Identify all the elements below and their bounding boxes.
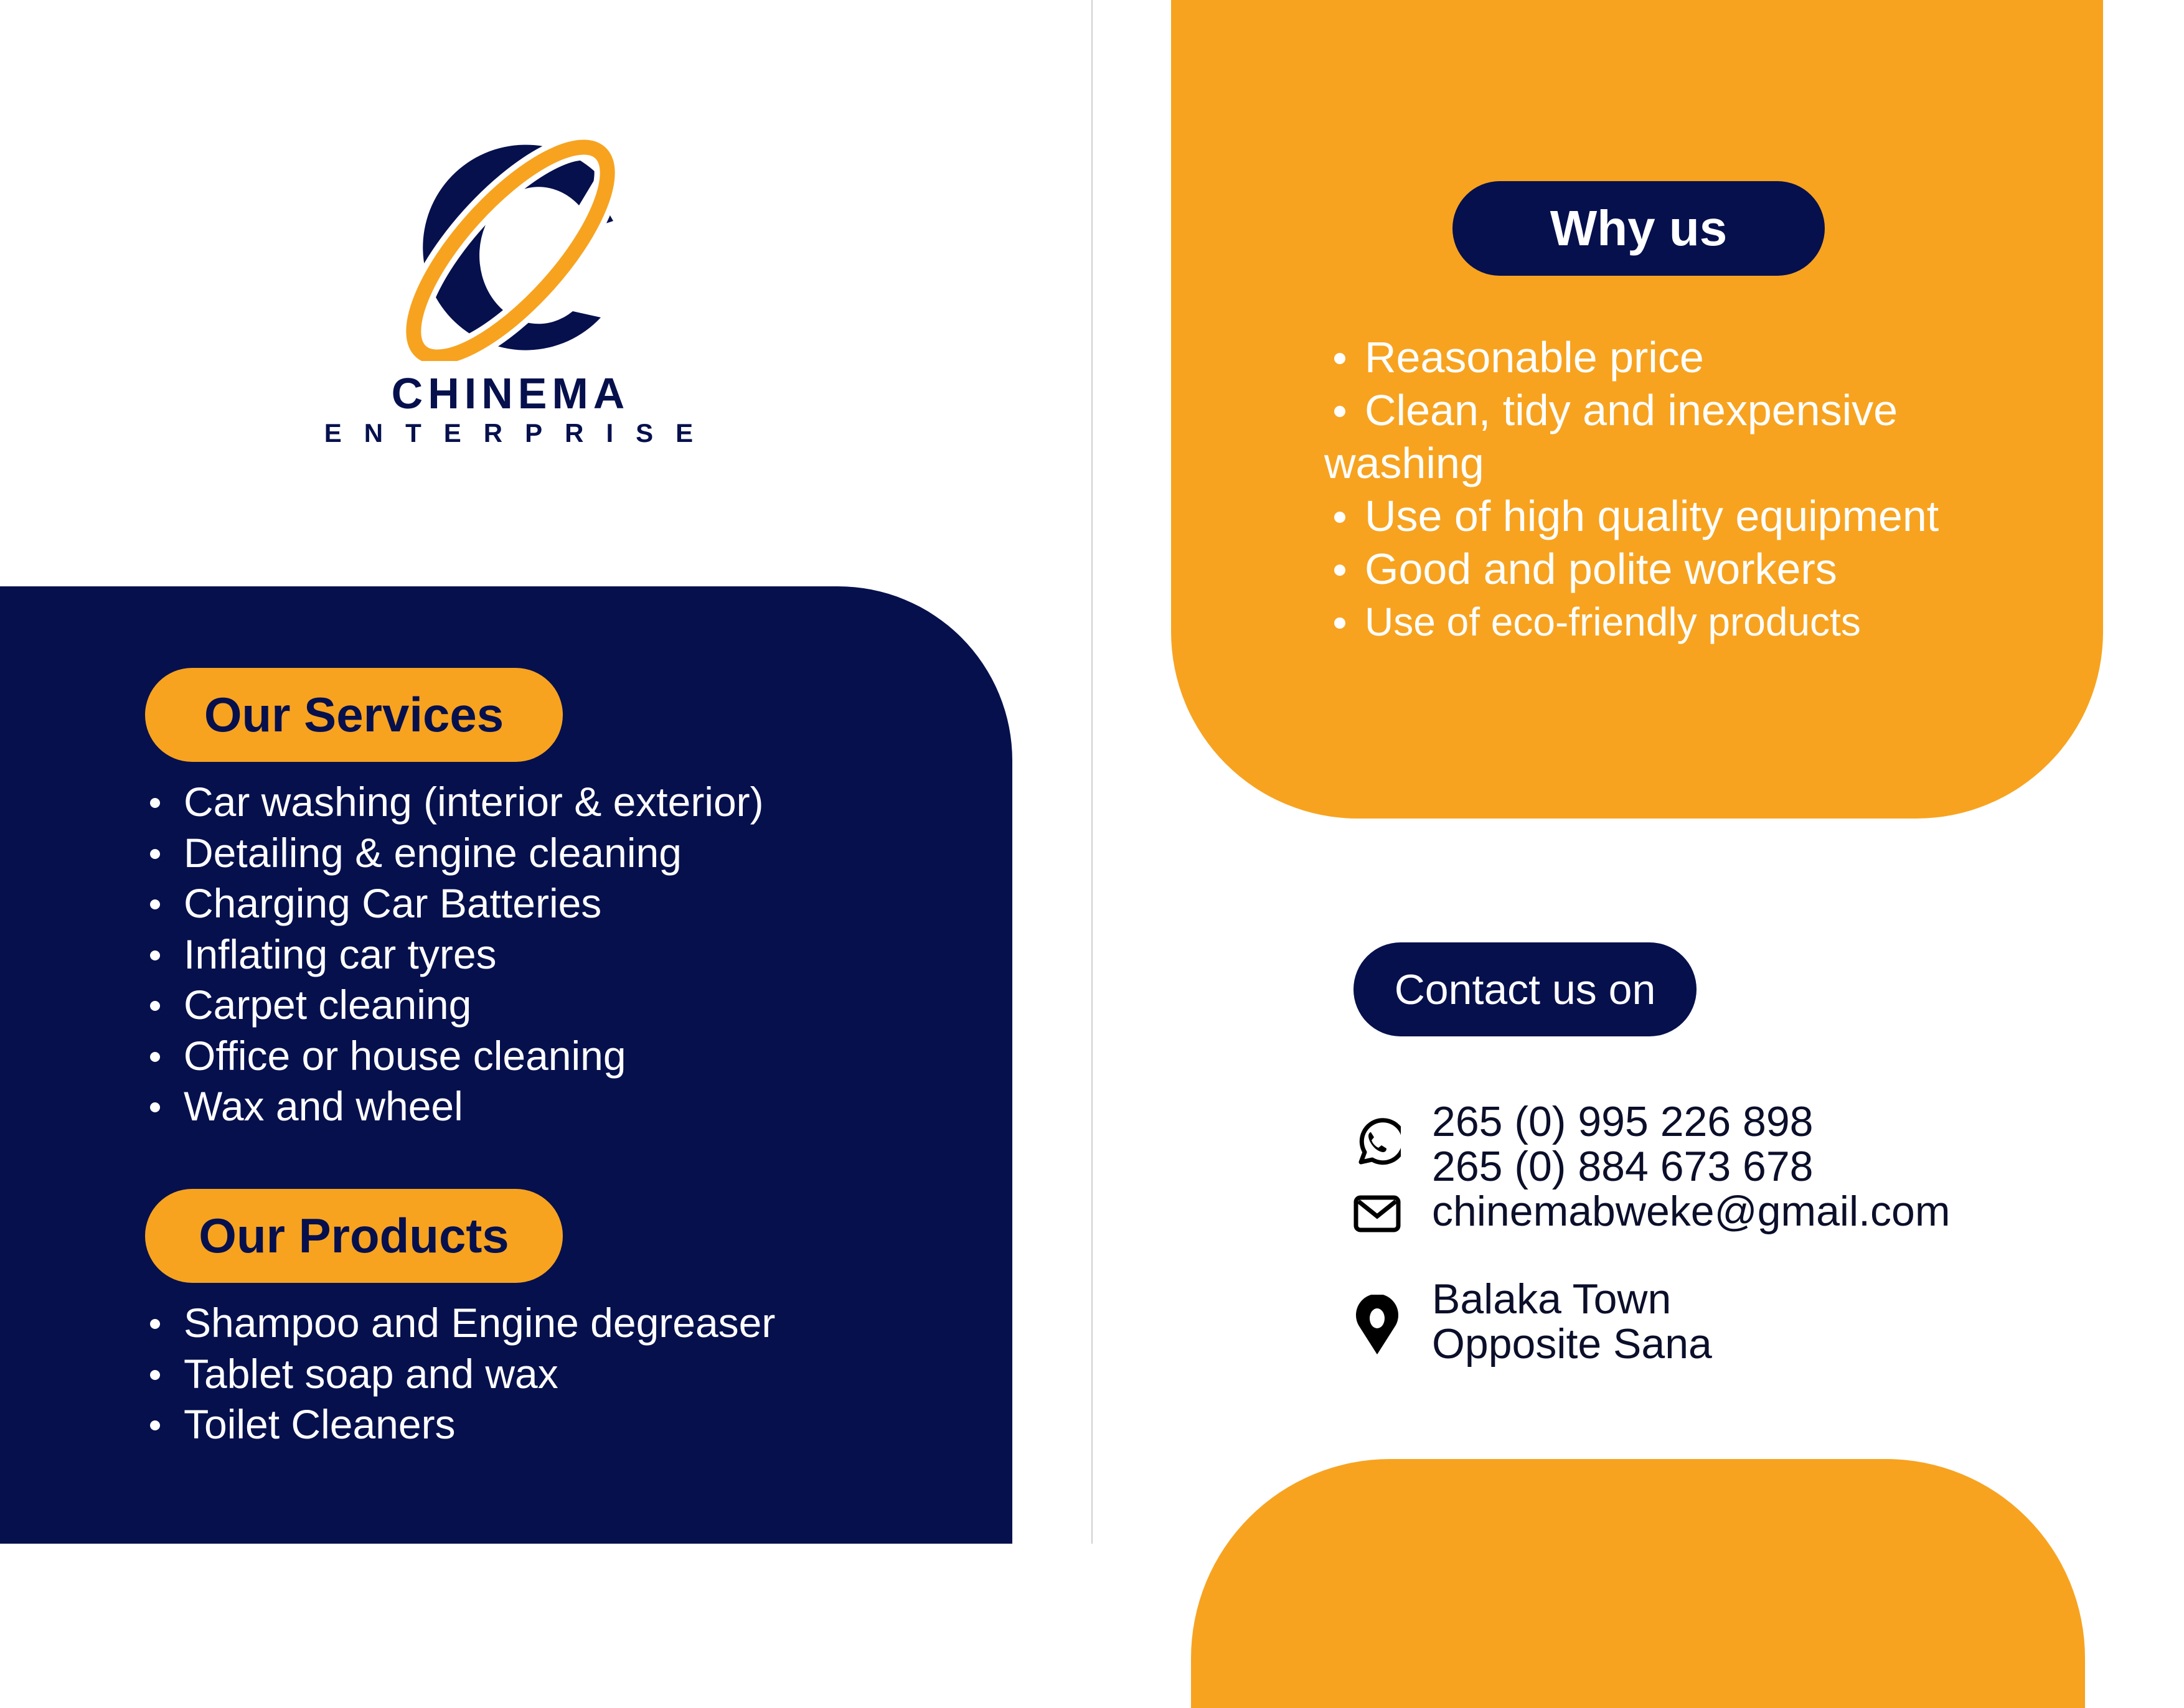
list-item: Car washing (interior & exterior) bbox=[145, 777, 764, 828]
list-item: Office or house cleaning bbox=[145, 1031, 764, 1082]
why-us-title: Why us bbox=[1550, 200, 1728, 256]
list-item: Use of eco-friendly products bbox=[1324, 596, 1972, 649]
list-item: Clean, tidy and inexpensive washing bbox=[1324, 386, 1898, 487]
email-link[interactable]: chinemabweke@gmail.com bbox=[1432, 1188, 1951, 1235]
whatsapp-icon bbox=[1353, 1117, 1401, 1167]
why-us-heading bbox=[1452, 181, 1825, 276]
address-line-2: Opposite Sana bbox=[1432, 1320, 1712, 1368]
products-heading bbox=[145, 1189, 563, 1283]
contact-title: Contact us on bbox=[1394, 965, 1656, 1013]
phone-2[interactable]: 265 (0) 884 673 678 bbox=[1432, 1143, 1814, 1190]
why-us-list bbox=[1324, 331, 1972, 649]
list-item: Use of high quality equipment bbox=[1324, 490, 1972, 543]
services-heading bbox=[145, 668, 563, 762]
list-item: Detailing & engine cleaning bbox=[145, 828, 764, 879]
list-item: Carpet cleaning bbox=[145, 980, 764, 1031]
products-title: Our Products bbox=[199, 1208, 509, 1263]
address-line-1: Balaka Town bbox=[1432, 1275, 1672, 1323]
list-item: Good and polite workers bbox=[1324, 543, 1972, 596]
bottom-decoration bbox=[1191, 1459, 2085, 1708]
products-list bbox=[145, 1298, 775, 1450]
list-item: Tablet soap and wax bbox=[145, 1349, 775, 1400]
list-item: Reasonable price bbox=[1324, 331, 1972, 384]
list-item: Wax and wheel bbox=[145, 1081, 764, 1132]
list-item: Toilet Cleaners bbox=[145, 1399, 775, 1450]
contact-heading bbox=[1353, 942, 1697, 1036]
mail-icon bbox=[1353, 1195, 1401, 1232]
phone-1[interactable]: 265 (0) 995 226 898 bbox=[1432, 1098, 1814, 1145]
logo-subtitle: ENTERPRISE bbox=[324, 418, 716, 448]
services-title: Our Services bbox=[204, 687, 504, 742]
logo-emblem bbox=[392, 137, 616, 361]
logo-name: CHINEMA bbox=[391, 369, 630, 418]
location-pin-icon bbox=[1353, 1295, 1401, 1357]
services-list bbox=[145, 777, 764, 1132]
list-item: Shampoo and Engine degreaser bbox=[145, 1298, 775, 1349]
fold-divider bbox=[1091, 0, 1093, 1544]
list-item: Charging Car Batteries bbox=[145, 878, 764, 929]
list-item: Inflating car tyres bbox=[145, 929, 764, 980]
